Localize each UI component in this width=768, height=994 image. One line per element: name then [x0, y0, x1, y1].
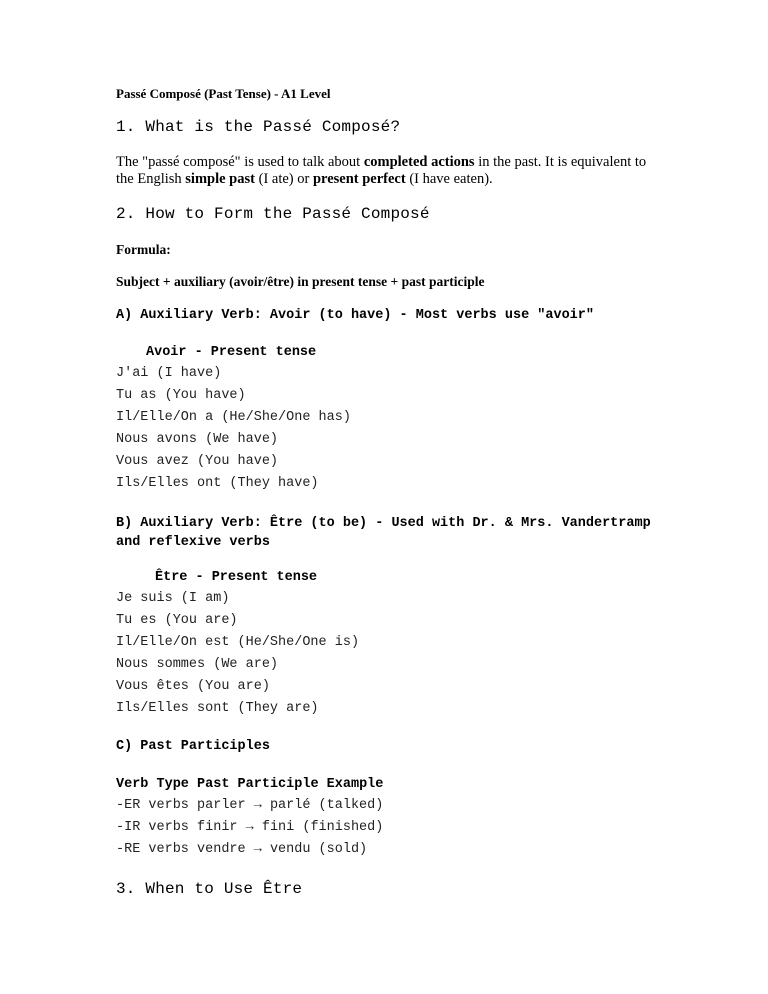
participles-table-header [116, 777, 383, 792]
verb-type-cell: -ER verbs [116, 798, 189, 813]
formula-text: Subject + auxiliary (avoir/être) in present tense + past participle [116, 274, 485, 289]
etre-row: Tu es (You are) [116, 613, 238, 628]
avoir-row: Ils/Elles ont (They have) [116, 476, 319, 491]
example-cell: vendre → vendu (sold) [197, 842, 368, 857]
participle-row [116, 820, 383, 835]
participle-row [116, 842, 367, 857]
document-title: Passé Composé (Past Tense) - A1 Level [116, 86, 331, 101]
subheading-avoir: A) Auxiliary Verb: Avoir (to have) - Most verbs use "avoir" [116, 308, 594, 323]
avoir-row: Vous avez (You have) [116, 454, 279, 469]
verb-type-cell: -IR verbs [116, 820, 189, 835]
intro-bold-completed: completed actions [363, 154, 475, 170]
avoir-row: Tu as (You have) [116, 388, 246, 403]
etre-row: Nous sommes (We are) [116, 657, 279, 672]
intro-text: in the past. It is equivalent to the English [116, 154, 647, 187]
intro-text: The "passé composé" is used to talk about [116, 154, 364, 170]
avoir-row: Il/Elle/On a (He/She/One has) [116, 410, 351, 425]
section-heading-how: 2. How to Form the Passé Composé [116, 205, 430, 223]
example-cell: parler → parlé (talked) [197, 798, 384, 813]
header-past-participle: Past Participle [197, 777, 319, 792]
participle-row [116, 798, 383, 813]
intro-bold-simple-past: simple past [185, 171, 255, 187]
avoir-table-header: Avoir - Present tense [146, 345, 317, 360]
header-verb-type: Verb Type [116, 777, 189, 792]
subheading-etre: B) Auxiliary Verb: Être (to be) - Used with Dr. & Mrs. Vandertramp and reflexive verbs [116, 516, 651, 550]
etre-row: Vous êtes (You are) [116, 679, 270, 694]
etre-row: Il/Elle/On est (He/She/One is) [116, 635, 360, 650]
etre-row: Je suis (I am) [116, 591, 230, 606]
example-cell: finir → fini (finished) [197, 820, 384, 835]
etre-row: Ils/Elles sont (They are) [116, 701, 319, 716]
intro-text: (I ate) or [254, 171, 313, 187]
avoir-row: Nous avons (We have) [116, 432, 279, 447]
etre-table-header: Être - Present tense [155, 570, 318, 585]
section-heading-when: 3. When to Use Être [116, 880, 303, 898]
intro-text: (I have eaten). [405, 171, 493, 187]
intro-paragraph [116, 154, 656, 188]
section-heading-what: 1. What is the Passé Composé? [116, 118, 401, 136]
subheading-participles: C) Past Participles [116, 739, 270, 754]
formula-label: Formula: [116, 242, 171, 257]
verb-type-cell: -RE verbs [116, 842, 189, 857]
header-example: Example [326, 777, 384, 792]
intro-bold-present-perfect: present perfect [312, 171, 406, 187]
avoir-row: J'ai (I have) [116, 366, 222, 381]
